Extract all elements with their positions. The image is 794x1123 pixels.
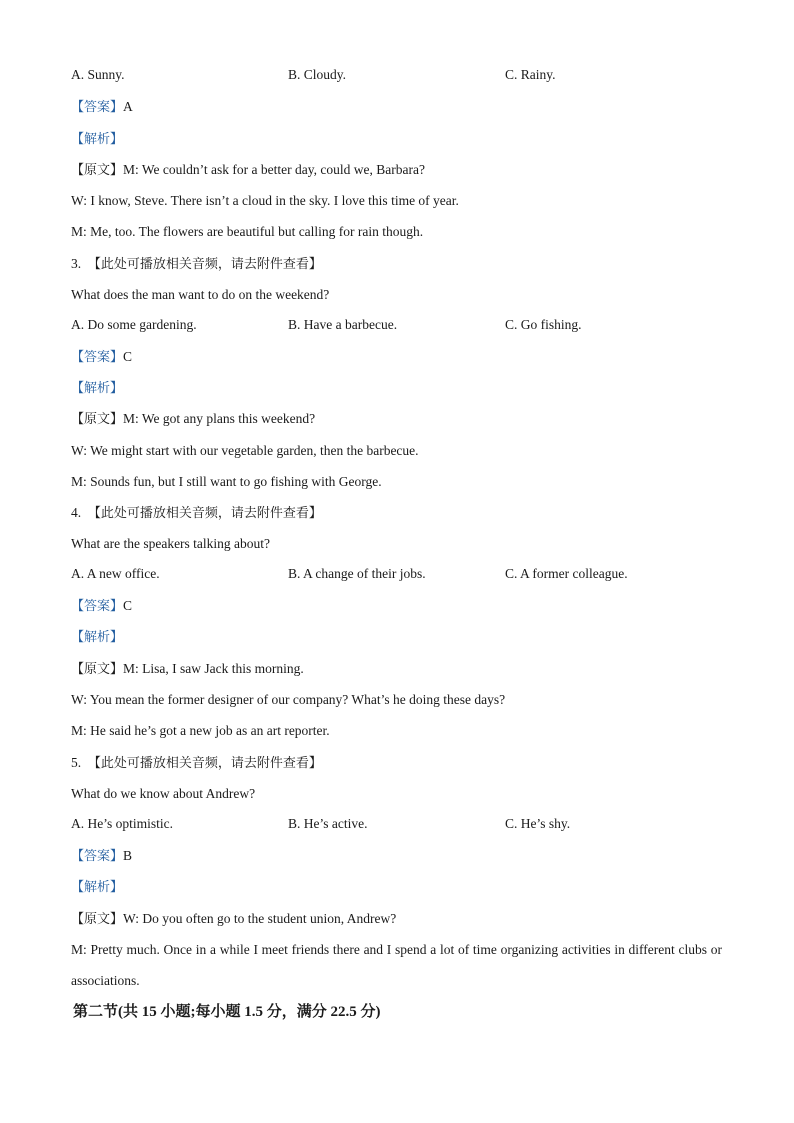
q3-answer-line — [71, 348, 132, 367]
q2-option-a: A. Sunny. — [71, 67, 125, 82]
answer-tag: 【答案】 — [71, 100, 124, 115]
q2-option-b: B. Cloudy. — [288, 67, 347, 82]
q3-transcript-line-3: M: Sounds fun, but I still want to go fishing with George. — [71, 474, 382, 489]
transcript-text: M: We got any plans this weekend? — [123, 411, 316, 426]
q4-option-c: C. A former colleague. — [505, 566, 628, 581]
q2-transcript-line-3: M: Me, too. The flowers are beautiful but calling for rain though. — [71, 224, 424, 239]
q5-heading — [71, 754, 322, 773]
q3-answer: C — [123, 349, 133, 364]
q5-option-b: B. He’s active. — [288, 816, 368, 831]
q4-answer: C — [123, 598, 133, 613]
q4-transcript-line-2: W: You mean the former designer of our company? What’s he doing these days? — [71, 692, 506, 707]
q4-analysis-line — [71, 628, 123, 647]
answer-tag: 【答案】 — [71, 350, 124, 365]
q2-option-c: C. Rainy. — [505, 67, 556, 82]
analysis-tag: 【解析】 — [71, 880, 124, 895]
q5-answer: B — [123, 848, 133, 863]
q4-answer-line — [71, 597, 132, 616]
original-tag: 【原文】 — [71, 412, 124, 427]
q5-answer-line — [71, 847, 132, 866]
q3-transcript-line-2: W: We might start with our vegetable garden, then the barbecue. — [71, 443, 419, 458]
q4-question: What are the speakers talking about? — [71, 536, 271, 551]
answer-tag: 【答案】 — [71, 849, 124, 864]
q3-question: What does the man want to do on the weekend? — [71, 287, 330, 302]
answer-tag: 【答案】 — [71, 599, 124, 614]
q4-audio-note: 【此处可播放相关音频，请去附件查看】 — [87, 506, 322, 521]
q2-transcript-line-2: W: I know, Steve. There isn’t a cloud in the sky. I love this time of year. — [71, 193, 459, 208]
q4-number: 4. — [71, 505, 82, 520]
analysis-tag: 【解析】 — [71, 630, 124, 645]
q3-audio-note: 【此处可播放相关音频，请去附件查看】 — [87, 257, 322, 272]
original-tag: 【原文】 — [71, 912, 124, 927]
q3-analysis-line — [71, 379, 123, 398]
q5-analysis-line — [71, 878, 123, 897]
q2-answer-line — [71, 98, 133, 117]
q2-answer: A — [123, 99, 133, 114]
q3-number: 3. — [71, 256, 82, 271]
analysis-tag: 【解析】 — [71, 132, 124, 147]
q3-option-c: C. Go fishing. — [505, 317, 582, 332]
q2-transcript-line-1 — [71, 161, 425, 180]
original-tag: 【原文】 — [71, 662, 124, 677]
q5-transcript-line-1 — [71, 910, 396, 929]
analysis-tag: 【解析】 — [71, 381, 124, 396]
q3-option-b: B. Have a barbecue. — [288, 317, 398, 332]
q3-option-a: A. Do some gardening. — [71, 317, 197, 332]
q4-heading — [71, 504, 322, 523]
transcript-text: M: We couldn’t ask for a better day, could we, Barbara? — [123, 162, 425, 177]
q5-number: 5. — [71, 755, 82, 770]
q4-option-a: A. A new office. — [71, 566, 160, 581]
q5-audio-note: 【此处可播放相关音频，请去附件查看】 — [87, 756, 322, 771]
transcript-text: W: Do you often go to the student union, Andrew? — [123, 911, 397, 926]
q5-option-c: C. He’s shy. — [505, 816, 571, 831]
q4-option-b: B. A change of their jobs. — [288, 566, 426, 581]
q3-transcript-line-1 — [71, 410, 315, 429]
q3-heading — [71, 255, 322, 274]
section-heading: 第二节(共 15 小题;每小题 1.5 分，满分 22.5 分) — [73, 1004, 381, 1020]
q5-option-a: A. He’s optimistic. — [71, 816, 173, 831]
q4-transcript-line-3: M: He said he’s got a new job as an art reporter. — [71, 723, 330, 738]
q5-transcript-line-2: M: Pretty much. Once in a while I meet friends there and I spend a lot of time organizing activities in different clubs or associations. — [71, 942, 722, 988]
original-tag: 【原文】 — [71, 163, 124, 178]
transcript-text: M: Lisa, I saw Jack this morning. — [123, 661, 304, 676]
q4-transcript-line-1 — [71, 660, 304, 679]
q2-analysis-line — [71, 130, 123, 149]
q5-question: What do we know about Andrew? — [71, 786, 256, 801]
